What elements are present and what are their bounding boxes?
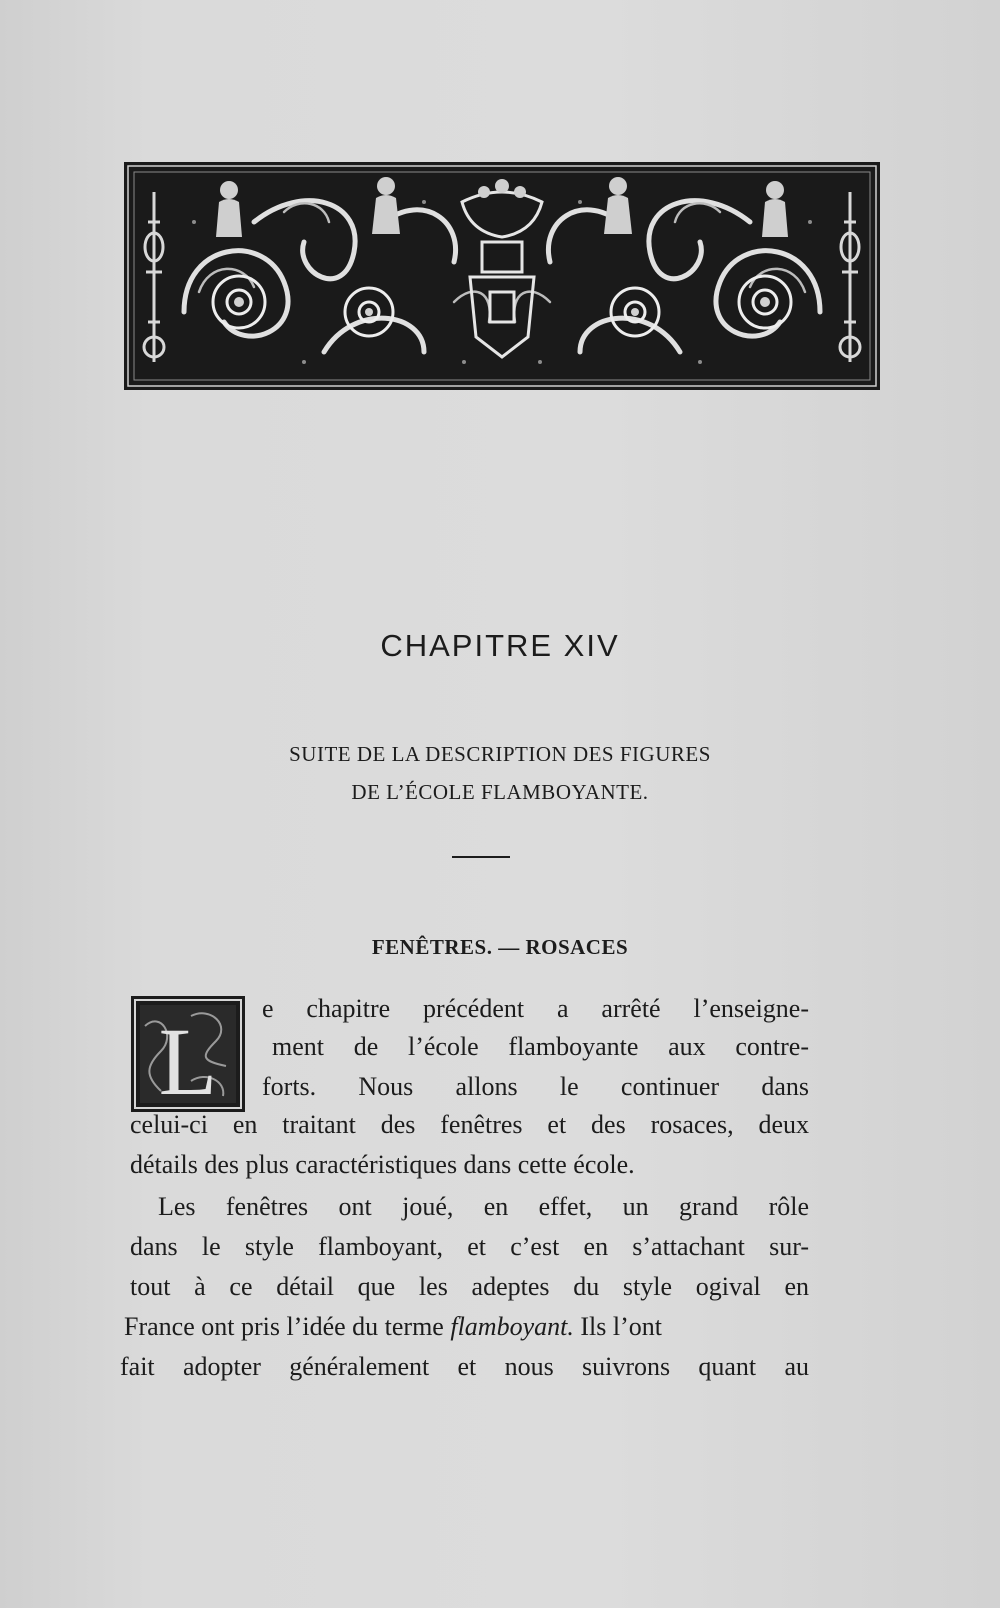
body-line-6: Les fenêtres ont joué, en effet, un grand rôle <box>158 1192 809 1221</box>
body-line-9-start: France ont pris l’idée du terme <box>124 1312 444 1341</box>
drop-cap-ornament <box>131 996 245 1112</box>
chapter-subtitle-line-2: DE L’ÉCOLE FLAMBOYANTE. <box>351 780 649 804</box>
italic-term-flamboyant: flamboyant. <box>450 1312 574 1341</box>
body-line-7: dans le style flamboyant, et c’est en s’attachant sur- <box>130 1232 809 1261</box>
body-line-2: ment de l’école flamboyante aux contre- <box>272 1032 809 1061</box>
drop-cap-initial <box>131 996 245 1112</box>
body-line-8: tout à ce détail que les adeptes du style ogival en <box>130 1272 809 1301</box>
body-line-10: fait adopter généralement et nous suivrons quant au <box>120 1352 809 1381</box>
body-line-9 <box>124 1312 809 1342</box>
ornamental-headpiece <box>124 162 880 390</box>
body-line-5: détails des plus caractéristiques dans cette école. <box>130 1150 635 1179</box>
drop-cap-letter: L <box>158 1008 218 1112</box>
body-line-1: e chapitre précédent a arrêté l’enseigne- <box>262 994 809 1023</box>
divider-rule <box>452 856 510 858</box>
body-line-4: celui-ci en traitant des fenêtres et des rosaces, deux <box>130 1110 809 1139</box>
section-heading: FENÊTRES. — ROSACES <box>371 935 629 959</box>
body-line-9-end: Ils l’ont <box>580 1312 662 1341</box>
body-line-3: forts. Nous allons le continuer dans <box>262 1072 809 1101</box>
chapter-title: CHAPITRE XIV <box>380 628 620 663</box>
chapter-subtitle-line-1: SUITE DE LA DESCRIPTION DES FIGURES <box>289 742 711 766</box>
